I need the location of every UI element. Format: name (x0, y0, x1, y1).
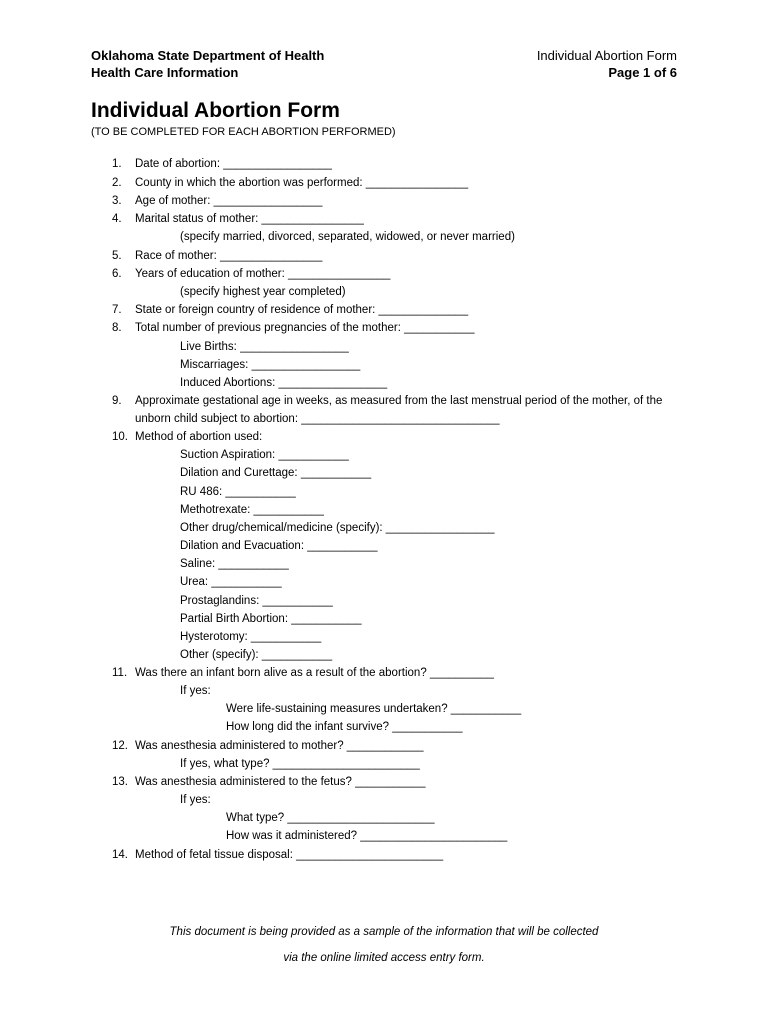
item-number: 5. (112, 250, 122, 262)
form-subline: Hysterotomy: ___________ (180, 631, 322, 643)
form-name: Individual Abortion Form (536, 48, 677, 63)
form-question: Method of fetal tissue disposal: _______________________ (135, 849, 444, 861)
form-question: Date of abortion: _________________ (135, 158, 332, 170)
form-question: Race of mother: ________________ (135, 250, 323, 262)
form-subline: If yes: (180, 685, 211, 697)
item-number: 4. (112, 213, 122, 225)
form-subline: (specify highest year completed) (180, 286, 346, 298)
form-subline: Prostaglandins: ___________ (180, 595, 333, 607)
item-number: 12. (112, 740, 128, 752)
item-number: 2. (112, 177, 122, 189)
form-subline: Urea: ___________ (180, 576, 282, 588)
form-subline: Suction Aspiration: ___________ (180, 449, 349, 461)
item-number: 6. (112, 268, 122, 280)
form-question: Was anesthesia administered to the fetus? ___________ (135, 776, 426, 788)
form-question: County in which the abortion was performed: ________________ (135, 177, 469, 189)
form-subline: Were life-sustaining measures undertaken? ___________ (226, 703, 522, 715)
form-subline: If yes, what type? _______________________ (180, 758, 420, 770)
form-question: Total number of previous pregnancies of the mother: ___________ (135, 322, 475, 334)
item-number: 1. (112, 158, 122, 170)
department-name: Oklahoma State Department of Health (91, 48, 325, 63)
item-number: 8. (112, 322, 122, 334)
form-subline: If yes: (180, 794, 211, 806)
page-number: Page 1 of 6 (608, 65, 677, 80)
item-number: 14. (112, 849, 128, 861)
form-subline: unborn child subject to abortion: _______________________________ (135, 413, 500, 425)
form-subline: What type? _______________________ (226, 812, 435, 824)
form-subline: Methotrexate: ___________ (180, 504, 324, 516)
form-subline: Miscarriages: _________________ (180, 359, 361, 371)
header-right (537, 47, 677, 81)
division-name: Health Care Information (91, 65, 239, 80)
form-question: Years of education of mother: ________________ (135, 268, 391, 280)
form-subline: Other (specify): ___________ (180, 649, 333, 661)
form-subline: How was it administered? _______________________ (226, 830, 508, 842)
form-subline: Induced Abortions: _________________ (180, 377, 388, 389)
form-subline: How long did the infant survive? ___________ (226, 721, 463, 733)
item-number: 9. (112, 395, 122, 407)
form-question: Approximate gestational age in weeks, as measured from the last menstrual period of the mother, of the (135, 395, 663, 407)
form-subline: Saline: ___________ (180, 558, 289, 570)
item-number: 10. (112, 431, 128, 443)
item-number: 7. (112, 304, 122, 316)
form-question: Was there an infant born alive as a result of the abortion? __________ (135, 667, 494, 679)
form-subline: Live Births: _________________ (180, 341, 349, 353)
footer-note-line2: via the online limited access entry form. (283, 952, 485, 964)
form-question: Marital status of mother: ________________ (135, 213, 364, 225)
footer-note-line1: This document is being provided as a sample of the information that will be collected (169, 926, 599, 938)
form-subline: Dilation and Evacuation: ___________ (180, 540, 378, 552)
header-left (91, 47, 324, 81)
form-question: Method of abortion used: (135, 431, 263, 443)
item-number: 3. (112, 195, 122, 207)
form-subline: Partial Birth Abortion: ___________ (180, 613, 362, 625)
page-subtitle: (TO BE COMPLETED FOR EACH ABORTION PERFORMED) (91, 126, 396, 138)
form-subline: RU 486: ___________ (180, 486, 296, 498)
item-number: 11. (112, 667, 128, 679)
form-subline: Dilation and Curettage: ___________ (180, 467, 372, 479)
form-question: Was anesthesia administered to mother? ____________ (135, 740, 424, 752)
form-subline: Other drug/chemical/medicine (specify): _________________ (180, 522, 495, 534)
form-question: Age of mother: _________________ (135, 195, 323, 207)
form-subline: (specify married, divorced, separated, widowed, or never married) (180, 231, 515, 243)
form-question: State or foreign country of residence of mother: ______________ (135, 304, 469, 316)
page-title: Individual Abortion Form (91, 99, 340, 122)
item-number: 13. (112, 776, 128, 788)
